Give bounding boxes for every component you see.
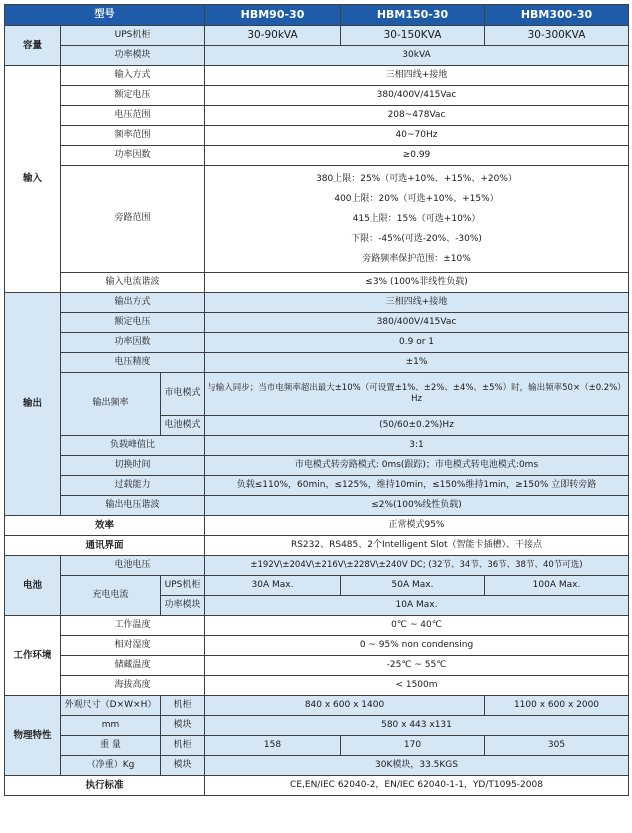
env-storage-row <box>5 656 629 676</box>
value: 0 ~ 95% non condensing <box>205 636 629 656</box>
env-humidity-row <box>5 636 629 656</box>
physical-dim-module-row <box>5 716 629 736</box>
efficiency-row <box>5 516 629 536</box>
label: 市电模式 <box>161 373 205 416</box>
output-voltage-row <box>5 313 629 333</box>
output-pf-row <box>5 333 629 353</box>
label: 模块 <box>161 756 205 776</box>
label: mm <box>61 716 161 736</box>
input-pf-row <box>5 146 629 166</box>
bypass-line: 下限：-45%(可选-20%、-30%) <box>351 234 482 244</box>
bypass-line: 380上限：25%（可选+10%、+15%、+20%） <box>316 174 517 184</box>
label: 储藏温度 <box>61 656 205 676</box>
value: 840 x 600 x 1400 <box>205 696 485 716</box>
category-efficiency: 效率 <box>5 516 205 536</box>
physical-weight-cabinet-row <box>5 736 629 756</box>
value: 380/400V/415Vac <box>205 86 629 106</box>
value: RS232、RS485、2个Intelligent Slot（智能卡插槽）、干接点 <box>205 536 629 556</box>
value: 30-300KVA <box>485 26 629 46</box>
bypass-line: 415上限：15%（可选+10%） <box>352 214 481 224</box>
label: 机柜 <box>161 736 205 756</box>
model-hbm150: HBM150-30 <box>341 5 485 26</box>
output-crest-row <box>5 436 629 456</box>
label: 充电电流 <box>61 576 161 616</box>
value: 30-150KVA <box>341 26 485 46</box>
bypass-line: 旁路频率保护范围：±10% <box>362 254 471 264</box>
value: ±1% <box>205 353 629 373</box>
value: 580 x 443 x131 <box>205 716 629 736</box>
input-range-row <box>5 106 629 126</box>
battery-voltage-row <box>5 556 629 576</box>
model-hbm300: HBM300-30 <box>485 5 629 26</box>
battery-charge-ups-row <box>5 576 629 596</box>
label: UPS机柜 <box>161 576 205 596</box>
label: 输出电压谐波 <box>61 496 205 516</box>
model-label: 型号 <box>5 5 205 26</box>
label: 电压范围 <box>61 106 205 126</box>
model-hbm90: HBM90-30 <box>205 5 341 26</box>
communication-row <box>5 536 629 556</box>
physical-weight-module-row <box>5 756 629 776</box>
value: ±192V\±204V\±216V\±228V\±240V DC; (32节、34节、36节、38节、40节可选) <box>205 556 629 576</box>
category-battery: 电池 <box>5 556 61 616</box>
label: 电压精度 <box>61 353 205 373</box>
value: 30-90kVA <box>205 26 341 46</box>
value: 与输入同步；当市电频率超出最大±10%（可设置±1%、±2%、±4%、±5%）时，输出频率50×（±0.2%）Hz <box>205 373 629 416</box>
standard-row <box>5 776 629 796</box>
value: CE,EN/IEC 62040-2，EN/IEC 62040-1-1，YD/T1095-2008 <box>205 776 629 796</box>
input-voltage-row <box>5 86 629 106</box>
label: 工作温度 <box>61 616 205 636</box>
label: 海拔高度 <box>61 676 205 696</box>
category-input: 输入 <box>5 66 61 293</box>
value: 208~478Vac <box>205 106 629 126</box>
value: < 1500m <box>205 676 629 696</box>
input-harmonic-row <box>5 273 629 293</box>
value: 158 <box>205 736 341 756</box>
label: 重 量 <box>61 736 161 756</box>
output-harmonic-row <box>5 496 629 516</box>
category-output: 输出 <box>5 293 61 516</box>
label: 额定电压 <box>61 313 205 333</box>
input-bypass-row <box>5 166 629 273</box>
label: 功率模块 <box>61 46 205 66</box>
category-physical: 物理特性 <box>5 696 61 776</box>
value: ≤2%(100%线性负载) <box>205 496 629 516</box>
output-overload-row <box>5 476 629 496</box>
physical-dim-cabinet-row <box>5 696 629 716</box>
label: 旁路范围 <box>61 166 205 273</box>
value: 100A Max. <box>485 576 629 596</box>
spec-table <box>4 4 629 796</box>
env-operating-row <box>5 616 629 636</box>
value: 40~70Hz <box>205 126 629 146</box>
category-capacity: 容量 <box>5 26 61 66</box>
label: 电池模式 <box>161 416 205 436</box>
bypass-line: 400上限：20%（可选+10%、+15%） <box>334 194 499 204</box>
category-communication: 通讯界面 <box>5 536 205 556</box>
env-altitude-row <box>5 676 629 696</box>
value: 50A Max. <box>341 576 485 596</box>
value: 305 <box>485 736 629 756</box>
input-mode-row <box>5 66 629 86</box>
value: 30A Max. <box>205 576 341 596</box>
value: 3:1 <box>205 436 629 456</box>
value: 0.9 or 1 <box>205 333 629 353</box>
label: 功率因数 <box>61 333 205 353</box>
value: 三相四线+接地 <box>205 66 629 86</box>
value: (50/60±0.2%)Hz <box>205 416 629 436</box>
label: 额定电压 <box>61 86 205 106</box>
label: 输入电流谐波 <box>61 273 205 293</box>
label: 负载峰值比 <box>61 436 205 456</box>
value: 10A Max. <box>205 596 629 616</box>
label: 相对湿度 <box>61 636 205 656</box>
value: ≤3% (100%非线性负载) <box>205 273 629 293</box>
capacity-ups-row <box>5 26 629 46</box>
value: 正常模式95% <box>205 516 629 536</box>
value: 负载≤110%，60min，≤125%，维持10min，≤150%维持1min，≥150% 立即转旁路 <box>205 476 629 496</box>
value: 380/400V/415Vac <box>205 313 629 333</box>
label: 切换时间 <box>61 456 205 476</box>
value: ≥0.99 <box>205 146 629 166</box>
value: 170 <box>341 736 485 756</box>
output-mode-row <box>5 293 629 313</box>
bypass-value <box>205 166 629 273</box>
output-transfer-row <box>5 456 629 476</box>
label: 输入方式 <box>61 66 205 86</box>
value: 30kVA <box>205 46 629 66</box>
label: UPS机柜 <box>61 26 205 46</box>
header-row <box>5 5 629 26</box>
label: 过载能力 <box>61 476 205 496</box>
label: 输出方式 <box>61 293 205 313</box>
value: 0℃ ~ 40℃ <box>205 616 629 636</box>
label: 频率范围 <box>61 126 205 146</box>
label: 功率因数 <box>61 146 205 166</box>
value: 三相四线+接地 <box>205 293 629 313</box>
label: 功率模块 <box>161 596 205 616</box>
value: 1100 x 600 x 2000 <box>485 696 629 716</box>
label: 机柜 <box>161 696 205 716</box>
category-environment: 工作环境 <box>5 616 61 696</box>
value: 30K模块，33.5KGS <box>205 756 629 776</box>
category-standard: 执行标准 <box>5 776 205 796</box>
output-frequency-mains-row <box>5 373 629 416</box>
input-frequency-row <box>5 126 629 146</box>
label: 电池电压 <box>61 556 205 576</box>
label: 输出频率 <box>61 373 161 436</box>
label: （净重）Kg <box>61 756 161 776</box>
output-accuracy-row <box>5 353 629 373</box>
label: 外观尺寸（D×W×H） <box>61 696 161 716</box>
label: 模块 <box>161 716 205 736</box>
capacity-module-row <box>5 46 629 66</box>
value: -25℃ ~ 55℃ <box>205 656 629 676</box>
value: 市电模式转旁路模式: 0ms(跟踪)；市电模式转电池模式:0ms <box>205 456 629 476</box>
